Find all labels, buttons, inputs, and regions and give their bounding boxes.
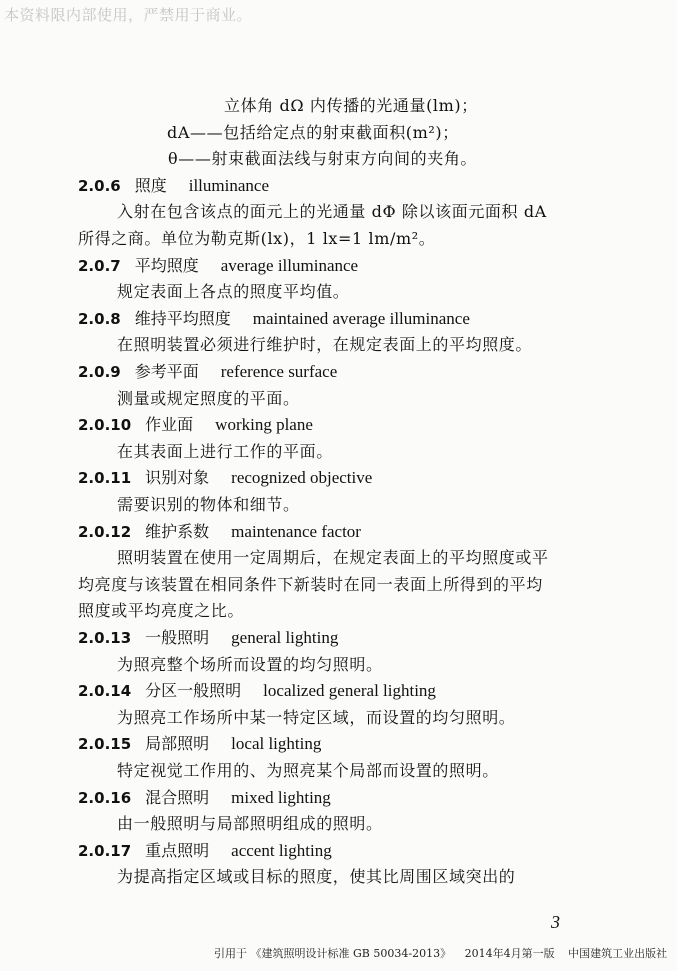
- footer-edition: 2014年4月第一版: [464, 947, 555, 960]
- term-english: maintenance factor: [231, 521, 361, 541]
- footer: [214, 945, 677, 961]
- clause-number: 2.0.7: [78, 256, 121, 275]
- clause-number: 2.0.6: [78, 176, 121, 195]
- definition-line: 特定视觉工作用的、为照亮某个局部而设置的照明。: [117, 761, 499, 780]
- term-heading: [78, 467, 372, 489]
- clause-number: 2.0.9: [78, 363, 121, 381]
- clause-number: 2.0.12: [78, 522, 132, 541]
- clause-number: 2.0.8: [78, 309, 121, 328]
- term-chinese: 识别对象: [145, 468, 210, 488]
- definition-line: 测量或规定照度的平面。: [117, 388, 300, 408]
- term-chinese: 平均照度: [134, 255, 199, 275]
- term-english: local lighting: [231, 734, 322, 754]
- clause-number: 2.0.13: [78, 629, 132, 647]
- term-chinese: 重点照明: [145, 840, 210, 860]
- definition-line: 入射在包含该点的面元上的光通量 dΦ 除以该面元面积 dA: [117, 202, 547, 222]
- term-chinese: 维持平均照度: [134, 308, 231, 328]
- term-english: accent lighting: [231, 840, 332, 860]
- term-chinese: 局部照明: [145, 734, 210, 754]
- page-number: 3: [551, 912, 560, 932]
- intro-line: θ——射束截面法线与射束方向间的夹角。: [168, 149, 478, 169]
- term-heading: [78, 175, 269, 197]
- definition-line: 在照明装置必须进行维护时，在规定表面上的平均照度。: [117, 335, 533, 355]
- term-chinese: 混合照明: [145, 787, 210, 807]
- term-heading: [78, 733, 321, 755]
- definition-line: 为照亮工作场所中某一特定区域，而设置的均匀照明。: [117, 707, 516, 727]
- footer-publisher: 中国建筑工业出版社: [568, 947, 668, 960]
- definition-line: 照明装置在使用一定周期后，在规定表面上的平均照度或平: [117, 548, 549, 568]
- term-chinese: 作业面: [145, 415, 194, 435]
- term-heading: [78, 521, 361, 543]
- term-english: working plane: [215, 415, 313, 435]
- clause-number: 2.0.14: [78, 682, 132, 701]
- definition-line: 为提高指定区域或目标的照度，使其比周围区域突出的: [117, 867, 516, 887]
- definition-line: 照度或平均亮度之比。: [78, 601, 245, 621]
- term-heading: [78, 840, 332, 862]
- term-heading: [78, 787, 331, 809]
- term-english: reference surface: [220, 362, 338, 381]
- definition-line: 在其表面上进行工作的平面。: [117, 441, 333, 461]
- footer-citation: 引用于 《建筑照明设计标准 GB 50034-2013》: [214, 947, 452, 960]
- term-heading: [78, 361, 337, 383]
- term-chinese: 一般照明: [145, 628, 210, 647]
- definition-line: 规定表面上各点的照度平均值。: [117, 282, 350, 302]
- definition-line: 为照亮整个场所而设置的均匀照明。: [117, 654, 383, 674]
- term-english: maintained average illuminance: [252, 308, 470, 328]
- term-english: illuminance: [188, 175, 269, 195]
- term-english: recognized objective: [231, 468, 373, 488]
- intro-line: dA——包括给定点的射束截面积(m²)；: [167, 122, 459, 142]
- term-english: general lighting: [231, 628, 339, 647]
- term-chinese: 分区一般照明: [145, 681, 242, 701]
- term-heading: [78, 627, 338, 649]
- term-heading: [78, 680, 436, 702]
- term-chinese: 照度: [134, 175, 167, 195]
- definition-line: 需要识别的物体和细节。: [117, 495, 300, 514]
- clause-number: 2.0.17: [78, 841, 132, 860]
- term-chinese: 维护系数: [145, 521, 210, 541]
- term-english: localized general lighting: [263, 681, 436, 701]
- clause-number: 2.0.16: [78, 788, 132, 807]
- definition-line: 所得之商。单位为勒克斯(lx)，1 lx=1 lm/m²。: [78, 229, 436, 248]
- term-english: average illuminance: [220, 255, 359, 275]
- intro-line: 立体角 dΩ 内传播的光通量(lm)；: [224, 96, 478, 115]
- term-heading: [78, 414, 313, 436]
- watermark: 本资料限内部使用，严禁用于商业。: [4, 6, 253, 24]
- term-heading: [78, 255, 358, 277]
- definition-line: 均亮度与该装置在相同条件下新装时在同一表面上所得到的平均: [78, 574, 543, 594]
- definition-line: 由一般照明与局部照明组成的照明。: [117, 814, 383, 834]
- clause-number: 2.0.11: [78, 469, 132, 488]
- clause-number: 2.0.15: [78, 735, 132, 754]
- term-english: mixed lighting: [231, 787, 331, 807]
- term-chinese: 参考平面: [134, 362, 199, 381]
- clause-number: 2.0.10: [78, 416, 132, 435]
- term-heading: [78, 308, 470, 330]
